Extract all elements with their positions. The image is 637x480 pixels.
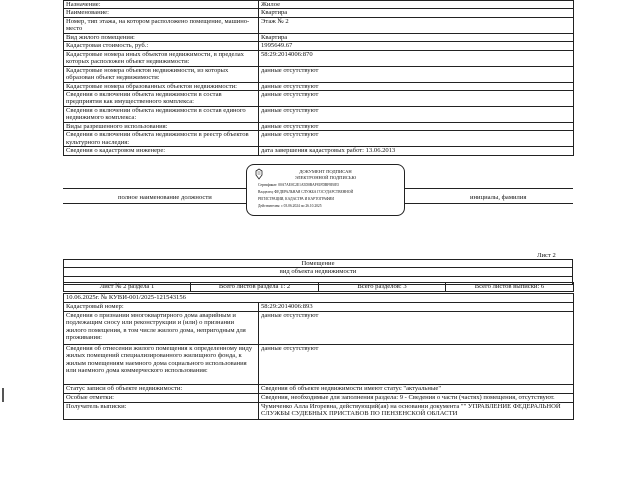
field-value: Сведения об объекте недвижимости имеют статус "актуальные" [259, 385, 574, 394]
sheet-info-cell: Всего разделов: 3 [319, 283, 446, 292]
field-value: данные отсутствуют [259, 312, 574, 345]
table-row [64, 403, 574, 420]
object-type: Помещение [64, 260, 573, 268]
field-label: Вид жилого помещения: [64, 33, 259, 41]
initials-surname-label: инициалы, фамилия [470, 194, 527, 201]
field-value: данные отсутствуют [259, 66, 574, 82]
stamp-subtitle: ЭЛЕКТРОННОЙ ПОДПИСЬЮ [294, 175, 357, 180]
stamp-owner: Владелец: ФЕДЕРАЛЬНАЯ СЛУЖБА ГОСУДАРСТВЕННОЙ [258, 190, 354, 194]
table-row [64, 17, 574, 33]
field-label: Номер, тип этажа, на котором расположено помещение, машино-место [64, 17, 259, 33]
table-row [64, 385, 574, 394]
table-row [64, 268, 573, 276]
field-label: Кадастровые номера иных объектов недвижимости, в пределах которых расположен объект недвижимости: [64, 50, 259, 66]
field-value: данные отсутствуют [259, 123, 574, 131]
table-row [64, 283, 574, 292]
field-label: Кадастровые номера объектов недвижимости, из которых образован объект недвижимости: [64, 66, 259, 82]
field-value: 58:29:2014006:893 [259, 303, 574, 312]
position-title-label: полное наименование должности [118, 194, 212, 201]
table-row [64, 33, 574, 41]
stamp-certificate: Сертификат: 00A7AE0C2E1A5D0BAF81FDBF8E0E5 [258, 183, 340, 187]
field-value: данные отсутствуют [259, 345, 574, 385]
sheet-info-table [63, 282, 574, 292]
field-value: дата завершения кадастровых работ: 13.06.2013 [259, 147, 574, 155]
object-info-table [63, 0, 574, 156]
field-value: Квартира [259, 9, 574, 17]
table-row [64, 345, 574, 385]
field-value: данные отсутствуют [259, 91, 574, 107]
field-label: Назначение: [64, 1, 259, 9]
field-value: данные отсутствуют [259, 82, 574, 90]
object-type-caption: вид объекта недвижимости [64, 268, 573, 276]
table-row [64, 147, 574, 155]
field-value: Квартира [259, 33, 574, 41]
sheet-info-cell: Лист № 2 раздела 1 [64, 283, 191, 292]
field-label: Сведения о включении объекта недвижимости в состав единого недвижимого комплекса: [64, 107, 259, 123]
table-row [64, 50, 574, 66]
table-row [64, 82, 574, 90]
stamp-validity: Действителен: с 03.06.2024 по 26.10.2025 [258, 204, 322, 208]
table-row [64, 123, 574, 131]
stamp-title: ДОКУМЕНТ ПОДПИСАН [299, 169, 352, 174]
table-row [64, 394, 574, 403]
table-row [64, 66, 574, 82]
table-row [64, 260, 573, 268]
stamp-owner-continued: РЕГИСТРАЦИИ, КАДАСТРА И КАРТОГРАФИИ [258, 197, 334, 201]
margin-mark [2, 388, 4, 402]
field-value: Этаж № 2 [259, 17, 574, 33]
field-label: Получатель выписки: [64, 403, 259, 420]
field-value: данные отсутствуют [259, 131, 574, 147]
sheet-info-cell: Всего листов выписки: 6 [446, 283, 574, 292]
table-row [64, 9, 574, 17]
field-label: Особые отметки: [64, 394, 259, 403]
field-value: Чумиченко Алла Игоревна, действующий(ая) на основании документа "" УПРАВЛЕНИЕ ФЕДЕРАЛЬНОЙ СЛУЖБЫ СУДЕБНЫХ ПРИСТАВОВ ПО ПЕНЗЕНСКОЙ ОБЛАСТИ [259, 403, 574, 420]
field-label: Сведения о признании многоквартирного дома аварийным и подлежащим сносу или реконструкции и (или) о признании жилого помещения, в том числе жилого дома, непригодным для проживания: [64, 312, 259, 345]
field-value: 1995649.67 [259, 42, 574, 50]
field-value: 58:29:2014006:870 [259, 50, 574, 66]
field-label: Виды разрешенного использования: [64, 123, 259, 131]
field-label: Кадастровый номер: [64, 303, 259, 312]
table-row [64, 131, 574, 147]
field-value: данные отсутствуют [259, 107, 574, 123]
field-label: Кадастровые номера образованных объектов недвижимости: [64, 82, 259, 90]
field-value: Сведения, необходимые для заполнения раздела: 9 - Сведения о части (частях) помещения, отсутствуют. [259, 394, 574, 403]
sheet-number: Лист 2 [537, 252, 556, 259]
document-number: 10.06.2025г. № КУВИ-001/2025-121543156 [64, 294, 574, 303]
sheet-info-cell: Всего листов раздела 1: 2 [191, 283, 319, 292]
table-row [64, 91, 574, 107]
table-row [64, 1, 574, 9]
table-row [64, 294, 574, 303]
field-label: Наименование: [64, 9, 259, 17]
object-type-header [63, 259, 573, 285]
field-value: Жилое [259, 1, 574, 9]
field-label: Кадастровая стоимость, руб.: [64, 42, 259, 50]
table-row [64, 303, 574, 312]
table-row [64, 312, 574, 345]
table-row [64, 42, 574, 50]
cadastral-details-table [63, 293, 574, 420]
field-label: Сведения о включении объекта недвижимости в реестр объектов культурного наследия: [64, 131, 259, 147]
table-row [64, 107, 574, 123]
field-label: Статус записи об объекте недвижимости: [64, 385, 259, 394]
field-label: Сведения о кадастровом инженере: [64, 147, 259, 155]
field-label: Сведения о включении объекта недвижимости в состав предприятия как имущественного комплекса: [64, 91, 259, 107]
electronic-signature-stamp [246, 164, 405, 216]
field-label: Сведения об отнесении жилого помещения к определенному виду жилых помещений специализированного жилищного фонда, к жилым помещениям наемного дома социального использования или наемного дома коммерческого использования: [64, 345, 259, 385]
